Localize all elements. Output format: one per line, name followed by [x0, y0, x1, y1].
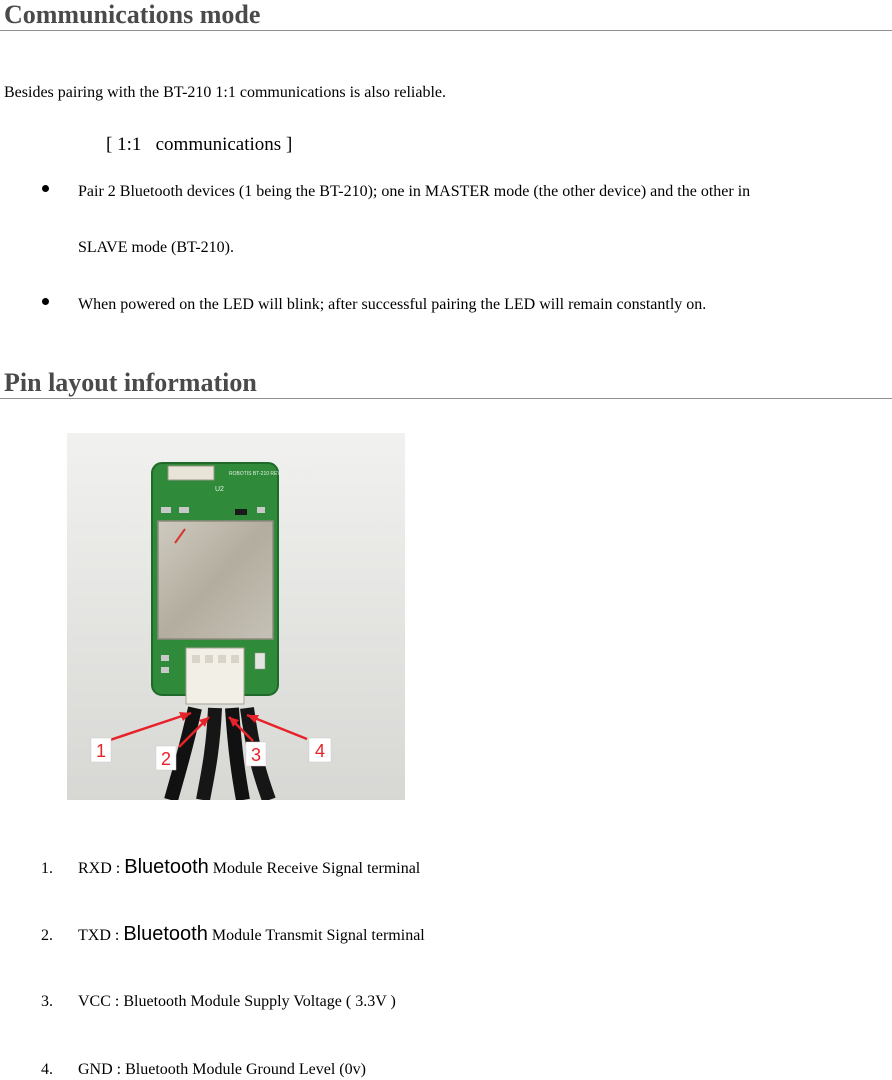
callout-2: 2 — [160, 749, 172, 769]
pin-detail: Module Transmit Signal terminal — [207, 927, 425, 944]
callout-1: 1 — [95, 741, 107, 761]
pin-description-rxd — [78, 857, 420, 879]
bt210-module-photo — [67, 433, 405, 800]
bt210-module-illustration — [67, 433, 405, 800]
bullet-dot — [42, 185, 49, 192]
bullet-text-led: When powered on the LED will blink; after successful pairing the LED will remain constantly on. — [78, 296, 707, 313]
intro-paragraph: Besides pairing with the BT-210 1:1 communications is also reliable. — [4, 84, 447, 101]
bluetooth-word: Bluetooth — [124, 856, 209, 878]
bullet-text-pairing: Pair 2 Bluetooth devices (1 being the BT-210); one in MASTER mode (the other device) and the other in — [78, 183, 751, 200]
pin-number-2: 2. — [41, 927, 53, 944]
pin-number-1: 1. — [41, 860, 53, 877]
board-label-robotis: ROBOTIS BT-210 REV 0 2012-11-20 — [229, 471, 312, 477]
section-heading-communications: Communications mode — [0, 0, 892, 31]
callout-4: 4 — [314, 741, 326, 761]
pin-label: TXD : — [78, 927, 124, 944]
callout-3: 3 — [250, 745, 262, 765]
pin-number-4: 4. — [41, 1061, 53, 1078]
bullet-dot — [42, 298, 49, 305]
bluetooth-word: Bluetooth — [123, 923, 208, 945]
subheading-1-1-communications: [ 1:1 communications ] — [106, 134, 293, 155]
bullet-text-pairing-continued: SLAVE mode (BT-210). — [78, 239, 234, 256]
pin-label: RXD : — [78, 860, 125, 877]
board-label-u2: U2 — [215, 486, 224, 493]
section-heading-pin-layout: Pin layout information — [0, 368, 892, 399]
pin-description-vcc: VCC : Bluetooth Module Supply Voltage ( 3.3V ) — [78, 993, 396, 1010]
pin-description-gnd: GND : Bluetooth Module Ground Level (0v) — [78, 1061, 366, 1078]
pin-number-3: 3. — [41, 993, 53, 1010]
pin-detail: Module Receive Signal terminal — [208, 860, 421, 877]
pin-description-txd — [78, 924, 425, 946]
